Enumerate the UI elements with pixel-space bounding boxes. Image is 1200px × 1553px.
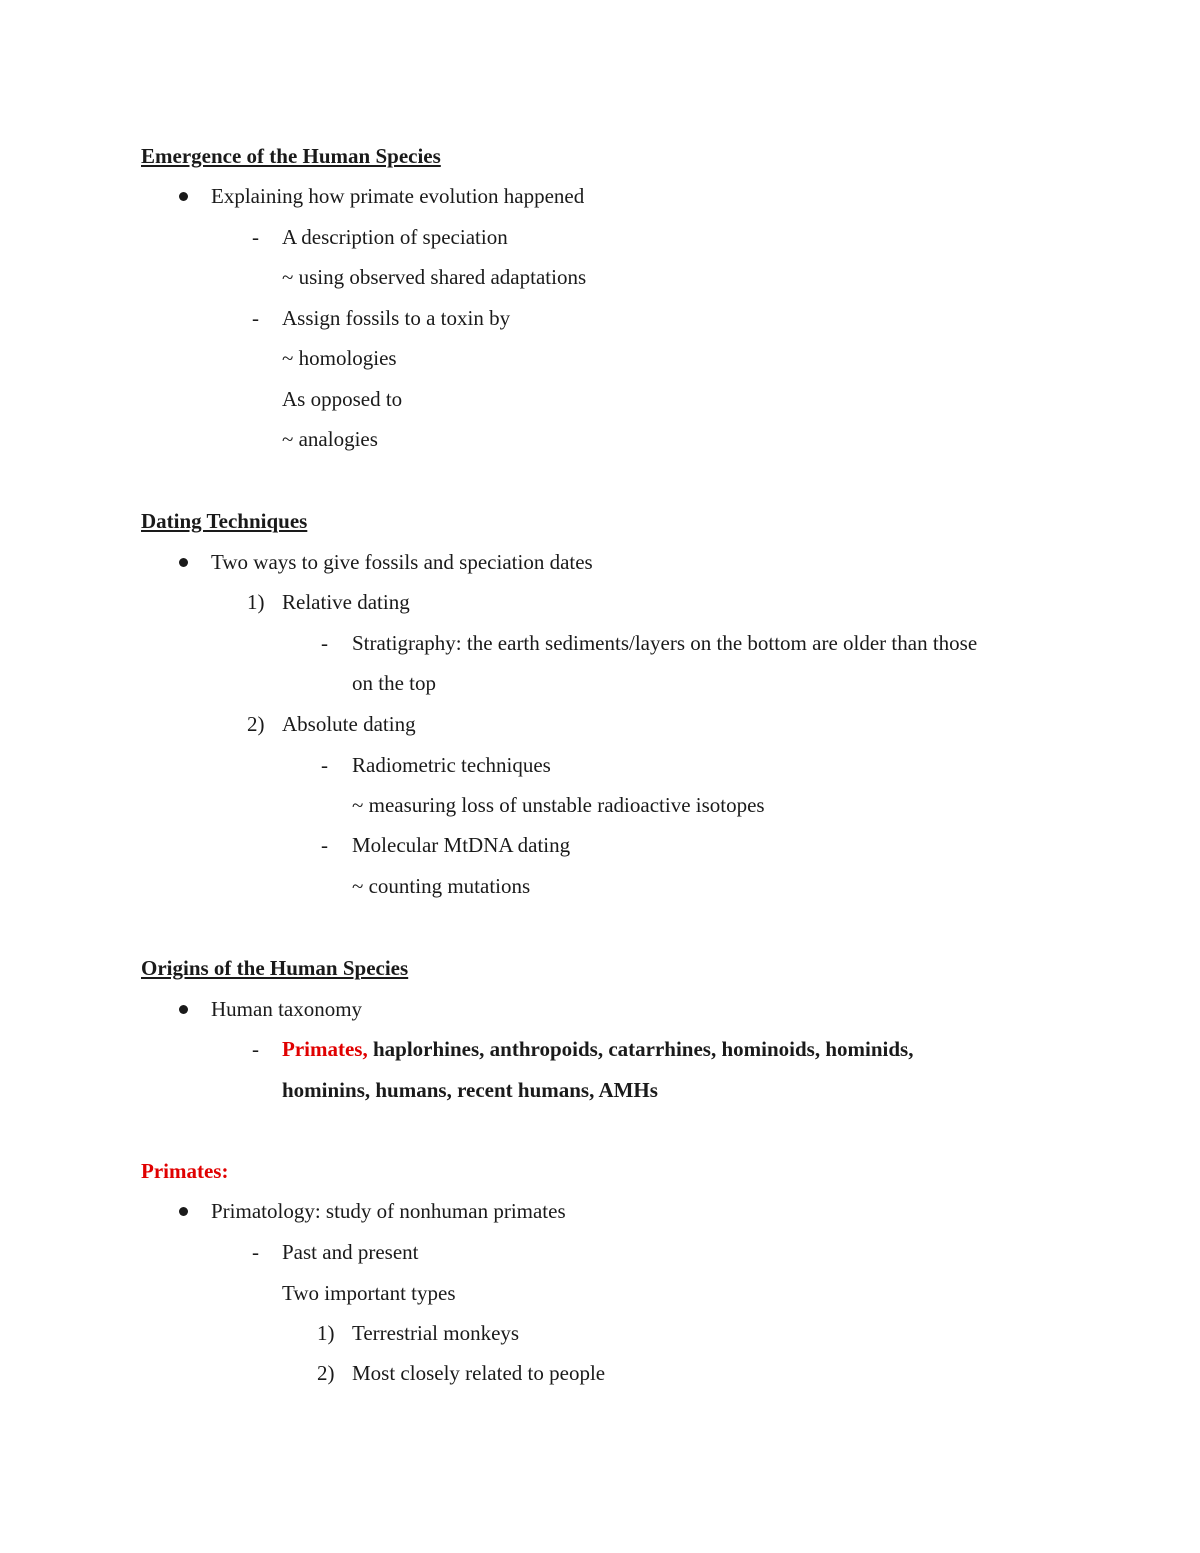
numbered-item-text: Most closely related to people <box>352 1361 606 1385</box>
section-heading-emergence: Emergence of the Human Species <box>141 144 441 168</box>
dash-item-text: Molecular MtDNA dating <box>352 833 571 857</box>
note-text: Two important types <box>282 1281 456 1305</box>
numbered-item-text: Terrestrial monkeys <box>352 1321 520 1345</box>
dash-item-text: Past and present <box>282 1240 419 1264</box>
dash-marker: - <box>252 1037 259 1061</box>
bullet-icon <box>179 1207 188 1216</box>
number-marker: 2) <box>317 1361 335 1385</box>
dash-marker: - <box>321 631 328 655</box>
note-text: As opposed to <box>282 387 403 411</box>
dash-item-text: Radiometric techniques <box>352 753 551 777</box>
note-text: ~ counting mutations <box>352 874 531 898</box>
bullet-text: Human taxonomy <box>211 997 363 1021</box>
dash-marker: - <box>252 225 259 249</box>
dash-item-text: Assign fossils to a toxin by <box>282 306 511 330</box>
dash-item-text: Stratigraphy: the earth sediments/layers on the bottom are older than those <box>352 631 978 655</box>
taxonomy-highlight: Primates, <box>282 1037 368 1061</box>
bullet-text: Primatology: study of nonhuman primates <box>211 1199 566 1223</box>
dash-marker: - <box>321 833 328 857</box>
dash-marker: - <box>321 753 328 777</box>
bullet-text: Explaining how primate evolution happened <box>211 184 585 208</box>
number-marker: 1) <box>247 590 265 614</box>
dash-marker: - <box>252 306 259 330</box>
bullet-icon <box>179 192 188 201</box>
section-heading-dating: Dating Techniques <box>141 509 308 533</box>
section-heading-primates: Primates: <box>141 1159 229 1183</box>
taxonomy-list: haplorhines, anthropoids, catarrhines, hominoids, hominids, <box>367 1037 914 1061</box>
taxonomy-line <box>282 1035 913 1063</box>
numbered-item-text: Absolute dating <box>282 712 416 736</box>
section-heading-origins: Origins of the Human Species <box>141 956 409 980</box>
taxonomy-list-continued: hominins, humans, recent humans, AMHs <box>282 1078 658 1102</box>
note-text: ~ homologies <box>282 346 397 370</box>
bullet-text: Two ways to give fossils and speciation dates <box>211 550 593 574</box>
bullet-icon <box>179 1005 188 1014</box>
note-text: ~ measuring loss of unstable radioactive isotopes <box>352 793 765 817</box>
note-text: ~ using observed shared adaptations <box>282 265 587 289</box>
numbered-item-text: Relative dating <box>282 590 410 614</box>
note-text: ~ analogies <box>282 427 378 451</box>
number-marker: 1) <box>317 1321 335 1345</box>
number-marker: 2) <box>247 712 265 736</box>
dash-marker: - <box>252 1240 259 1264</box>
dash-item-text: A description of speciation <box>282 225 508 249</box>
bullet-icon <box>179 558 188 567</box>
dash-item-text-continued: on the top <box>352 671 436 695</box>
